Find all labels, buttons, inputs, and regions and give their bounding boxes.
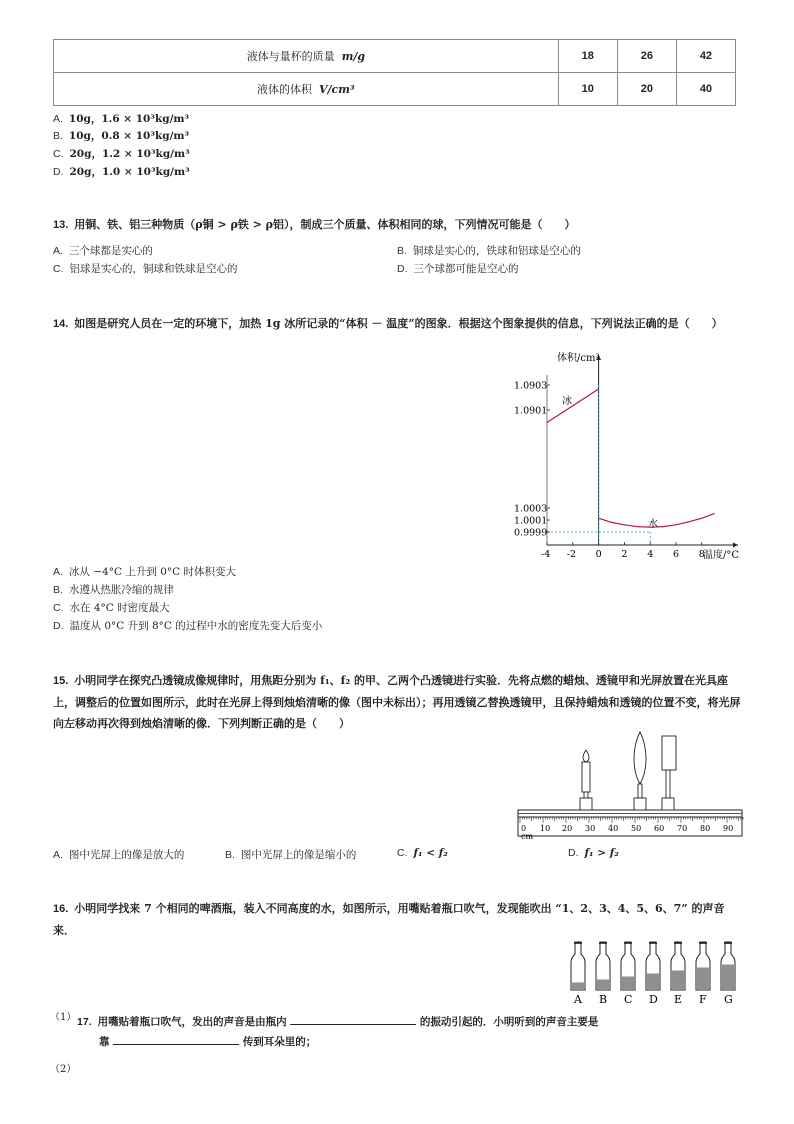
convex-lens (634, 732, 646, 810)
q14-option-b[interactable]: B. 水遵从热胀冷缩的规律 (53, 584, 174, 596)
ruler-label: 0 (521, 824, 527, 833)
y-axis-label: 体积/cm³ (557, 353, 600, 364)
data-table (53, 39, 736, 106)
y-tick-label: 1.0001 (514, 515, 548, 527)
ruler-label: 10 (540, 824, 551, 833)
q13-stem: 13. 用铜、铁、铝三种物质（ρ铜 > ρ铁 > ρ铝），制成三个质量、体积相同的球，下列情况可能是（ ） (53, 218, 576, 231)
candle (580, 750, 592, 810)
row-symbol: V/cm³ (319, 83, 355, 96)
ruler-label: 30 (585, 824, 596, 833)
ruler-label: 60 (654, 824, 665, 833)
ruler-label: 20 (562, 824, 573, 833)
x-tick-label: 2 (621, 549, 628, 560)
bottle-water (672, 971, 684, 990)
bottle-water (622, 977, 634, 990)
part-1-marker: （1） (50, 1012, 77, 1023)
series-label-ice: 冰 (562, 396, 572, 407)
ruler-label: 90 (723, 824, 734, 833)
q13-option-d[interactable]: D. 三个球都可能是空心的 (397, 263, 519, 275)
row-label: 液体与量杯的质量 (246, 50, 335, 63)
bottle-label-f: F (699, 993, 707, 1006)
q14-option-d[interactable]: D. 温度从 0°C 升到 8°C 的过程中水的密度先变大后变小 (53, 620, 323, 632)
series-label-water: 水 (648, 519, 658, 530)
ruler-label: 50 (631, 824, 642, 833)
q15-option-a[interactable]: A. 图中光屏上的像是放大的 (53, 849, 185, 861)
y-tick-label: 1.0003 (514, 503, 548, 515)
x-axis-arrow (733, 543, 738, 548)
chart-axes (547, 355, 738, 548)
table-cell: 20 (617, 73, 676, 106)
ruler-label: 40 (608, 824, 619, 833)
y-tick-label: 0.9999 (514, 527, 548, 539)
q13-option-a[interactable]: A. 三个球都是实心的 (53, 245, 153, 257)
q14-option-c[interactable]: C. 水在 4°C 时密度最大 (53, 602, 170, 614)
table-cell: 26 (617, 40, 676, 73)
q15-stem: 15. 小明同学在探究凸透镜成像规律时，用焦距分别为 f₁、f₂ 的甲、乙两个凸透镜进行实验．先将点燃的蜡烛、透镜甲和光屏放置在光具座上，调整后的位置如图所示，此时在光屏上得到烛焰清晰的像（图中未标出）；再用透镜乙替换透镜甲，且保持蜡烛和透镜的位置不变，将光屏向左移动再次得到烛焰清晰的像．下列判断正确的是（ ） (53, 674, 741, 730)
answer-blank-2[interactable] (113, 1035, 239, 1045)
q15-option-d[interactable]: D. f₁ > f₂ (568, 847, 619, 859)
bottle-label-c: C (624, 993, 633, 1006)
table-cell: 10 (558, 73, 617, 106)
volume-temperature-chart (500, 345, 745, 565)
q12-option-c[interactable]: C. 20g，1.2 × 10³kg/m³ (53, 148, 190, 160)
x-tick-label: 8 (698, 549, 705, 560)
chart-ticks (514, 381, 705, 561)
q15-option-c[interactable]: C. f₁ < f₂ (397, 847, 448, 859)
bottle-label-g: G (724, 993, 733, 1006)
table-cell: 42 (676, 40, 735, 73)
optical-bench-figure (516, 728, 744, 840)
q12-option-b[interactable]: B. 10g，0.8 × 10³kg/m³ (53, 130, 190, 142)
bottle-water (597, 980, 609, 990)
x-tick-label: -4 (541, 549, 551, 560)
part-2-marker: （2） (50, 1064, 77, 1075)
q17-question: 17. 用嘴贴着瓶口吹气，发出的声音是由瓶内 的振动引起的．小明听到的声音主要是 靠 传到耳朵里的； (77, 1016, 599, 1048)
table-row (54, 73, 736, 106)
table-cell: 18 (558, 40, 617, 73)
bottle-water (647, 974, 659, 990)
y-tick-label: 1.0901 (514, 405, 548, 417)
light-screen (662, 736, 676, 810)
bottle-water (697, 968, 709, 990)
q15-option-b[interactable]: B. 图中光屏上的像是缩小的 (225, 849, 357, 861)
q16-stem: 16. 小明同学找来 7 个相同的啤酒瓶，装入不同高度的水，如图所示，用嘴贴着瓶口吹气，发现能吹出 “1、2、3、4、5、6、7” 的声音来． (53, 902, 725, 937)
answer-blank-1[interactable] (290, 1015, 416, 1025)
q12-option-d[interactable]: D. 20g，1.0 × 10³kg/m³ (53, 166, 190, 178)
bottle-label-a: A (574, 993, 582, 1006)
x-tick-label: -2 (566, 549, 577, 560)
bottle-label-e: E (674, 993, 683, 1006)
q14-option-a[interactable]: A. 冰从 −4°C 上升到 0°C 时体积变大 (53, 566, 236, 578)
bottles-figure (565, 938, 745, 1006)
q12-option-a[interactable]: A. 10g，1.6 × 10³kg/m³ (53, 113, 190, 125)
q13-option-b[interactable]: B. 铜球是实心的，铁球和铝球是空心的 (397, 245, 581, 257)
bottle-water (572, 983, 584, 990)
ruler-unit: cm (521, 832, 534, 840)
ruler-label: 80 (700, 824, 711, 833)
row-symbol: m/g (341, 50, 366, 63)
table-row (54, 40, 736, 73)
bottle-label-d: D (649, 993, 658, 1006)
x-tick-label: 6 (673, 549, 680, 560)
bottle-label-b: B (599, 993, 608, 1006)
table-cell: 40 (676, 73, 735, 106)
ruler-label: 70 (677, 824, 688, 833)
series-line-ice (547, 389, 599, 423)
x-tick-label: 0 (595, 549, 602, 560)
q14-stem: 14. 如图是研究人员在一定的环境下，加热 1g 冰所记录的“体积 － 温度”的图象．根据这个图象提供的信息，下列说法正确的是（ ） (53, 317, 723, 330)
x-tick-label: 4 (647, 549, 654, 560)
row-label: 液体的体积 (257, 83, 312, 96)
x-axis-label: 温度/°C (703, 550, 740, 561)
q13-option-c[interactable]: C. 铝球是实心的，铜球和铁球是空心的 (53, 263, 238, 275)
y-tick-label: 1.0903 (514, 380, 548, 392)
chart-series (547, 389, 715, 527)
bottle-water (722, 965, 734, 990)
